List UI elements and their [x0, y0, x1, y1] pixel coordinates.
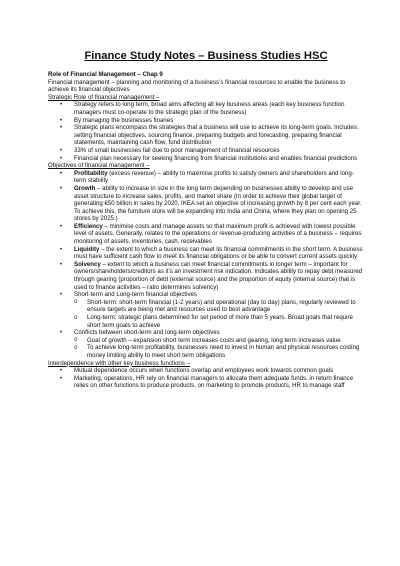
- intro-paragraph: Financial management – planning and monitoring of a business’s financial resources to enable the business to achieve its financial objectives: [48, 78, 346, 94]
- strategic-heading: Strategic Role of financial management –: [48, 93, 160, 101]
- list-item: [48, 246, 364, 261]
- sub-list: [48, 337, 364, 360]
- list-item: • Strategy refers to long term, broad aims affecting all key business areas (each key business function managers must co-operate to the strategic plan of the business): [48, 101, 364, 116]
- term-liquidity: Liquidity: [74, 245, 100, 253]
- item-text: – the extent to which a business can meet its financial commitments in the short term. A business must have sufficient cash flow to meet its financial obligations or be able to convert current assets quickly: [74, 245, 363, 261]
- item-text: (excess revenue) – ability to maximise profits to satisfy owners and shareholders and long-term stability: [74, 169, 354, 185]
- sub-list-item: o Short-term: short-term financial (1-2 years) and operational (day to day) plans, regularly reviewed to ensure targets are being met and resources used to best advantage: [48, 299, 364, 314]
- list-item: [48, 185, 364, 223]
- item-text: – minimise costs and manage assets so that maximum profit is achieved with lowest possible level of assets. Generally, relates to the operations or revenue-producing activities of a business – requires monitoring of assets, inventories, cash, receivables: [74, 222, 362, 246]
- list-item: [48, 223, 364, 246]
- sub-list-container: [48, 299, 364, 329]
- sub-list-container: [48, 337, 364, 360]
- section-heading: Role of Financial Management – Chap 9: [48, 71, 163, 78]
- item-text: – ability to increase in size in the long term depending on businesses ability to develop and use asset structure to increase sales, profits, and market share (In order to achieve their global target of generating €50 billion in sales by 2020, IKEA set an objective of increasing growth by 8 per cent each year. To achieve this, the furniture store will be expanding into India and China, where they plan on opening 25 stores by 2025.): [74, 184, 362, 223]
- list-item: [48, 329, 364, 337]
- page-title: Finance Study Notes – Business Studies HSC: [84, 50, 328, 62]
- objectives-list: [48, 170, 364, 360]
- list-item: • 33% of small businesses fail due to poor management of financial resources: [48, 147, 364, 155]
- conflicts-label: Conflicts between short-term and long-term objectives: [74, 329, 220, 337]
- list-item: • Marketing, operations, HR rely on financial managers to allocate them adequate funds, in return finance relies on other functions to produce products, on marketing to promote products, HR to manage staff: [48, 375, 364, 390]
- item-text: – extent to which a business can meet financial commitments in longer term – important for owners/shareholders/creditors as it’s an investment risk indication. Indicates ability to repay debt measured through gearing (proportion of debt (external source) and the proportion of equity (internal source) that is used to finance activities – ratio determines solvency): [74, 260, 363, 291]
- objectives-heading: Objectives of financial management –: [48, 162, 150, 170]
- list-item: • Strategic plans encompass the strategies that a business will use to achieve its long-term goals. Includes: setting financial objectives, sourcing finance, preparing budgets and forecasting, preparing financial statements, maintaining cash flow, fund distribution: [48, 124, 364, 147]
- short-long-label: Short-term and Long-term financial objectives: [74, 291, 197, 299]
- list-item: • Mutual dependence occurs when functions overlap and employees work towards common goals: [48, 367, 364, 375]
- list-item: [48, 261, 364, 291]
- list-item: [48, 291, 364, 299]
- interdependence-list: [48, 367, 364, 390]
- term-solvency: Solvency: [74, 260, 101, 268]
- sub-list-item: o Goal of growth – expansion short term increases costs and gearing, long term increases value: [48, 337, 364, 345]
- term-growth: Growth: [74, 184, 96, 192]
- sub-list: [48, 299, 364, 329]
- term-profitability: Profitability: [74, 169, 108, 177]
- term-efficiency: Efficiency: [74, 222, 103, 230]
- strategic-list: [48, 101, 364, 162]
- sub-list-item: o To achieve long-term profitability, businesses need to invest in human and physical resources costing money limiting ability to meet short term obligations: [48, 344, 364, 359]
- sub-list-item: o Long-term: strategic plans determined for set period of more than 5 years. Broad goals that require short term goals to achieve: [48, 314, 364, 329]
- list-item: • By managing the businesses finanes: [48, 117, 364, 125]
- list-item: [48, 170, 364, 185]
- list-item: • Financial plan necessary for seeking financing from financial institutions and enables financial predictions: [48, 155, 364, 163]
- interdependence-heading: Interdependence with other key business functions –: [48, 359, 190, 367]
